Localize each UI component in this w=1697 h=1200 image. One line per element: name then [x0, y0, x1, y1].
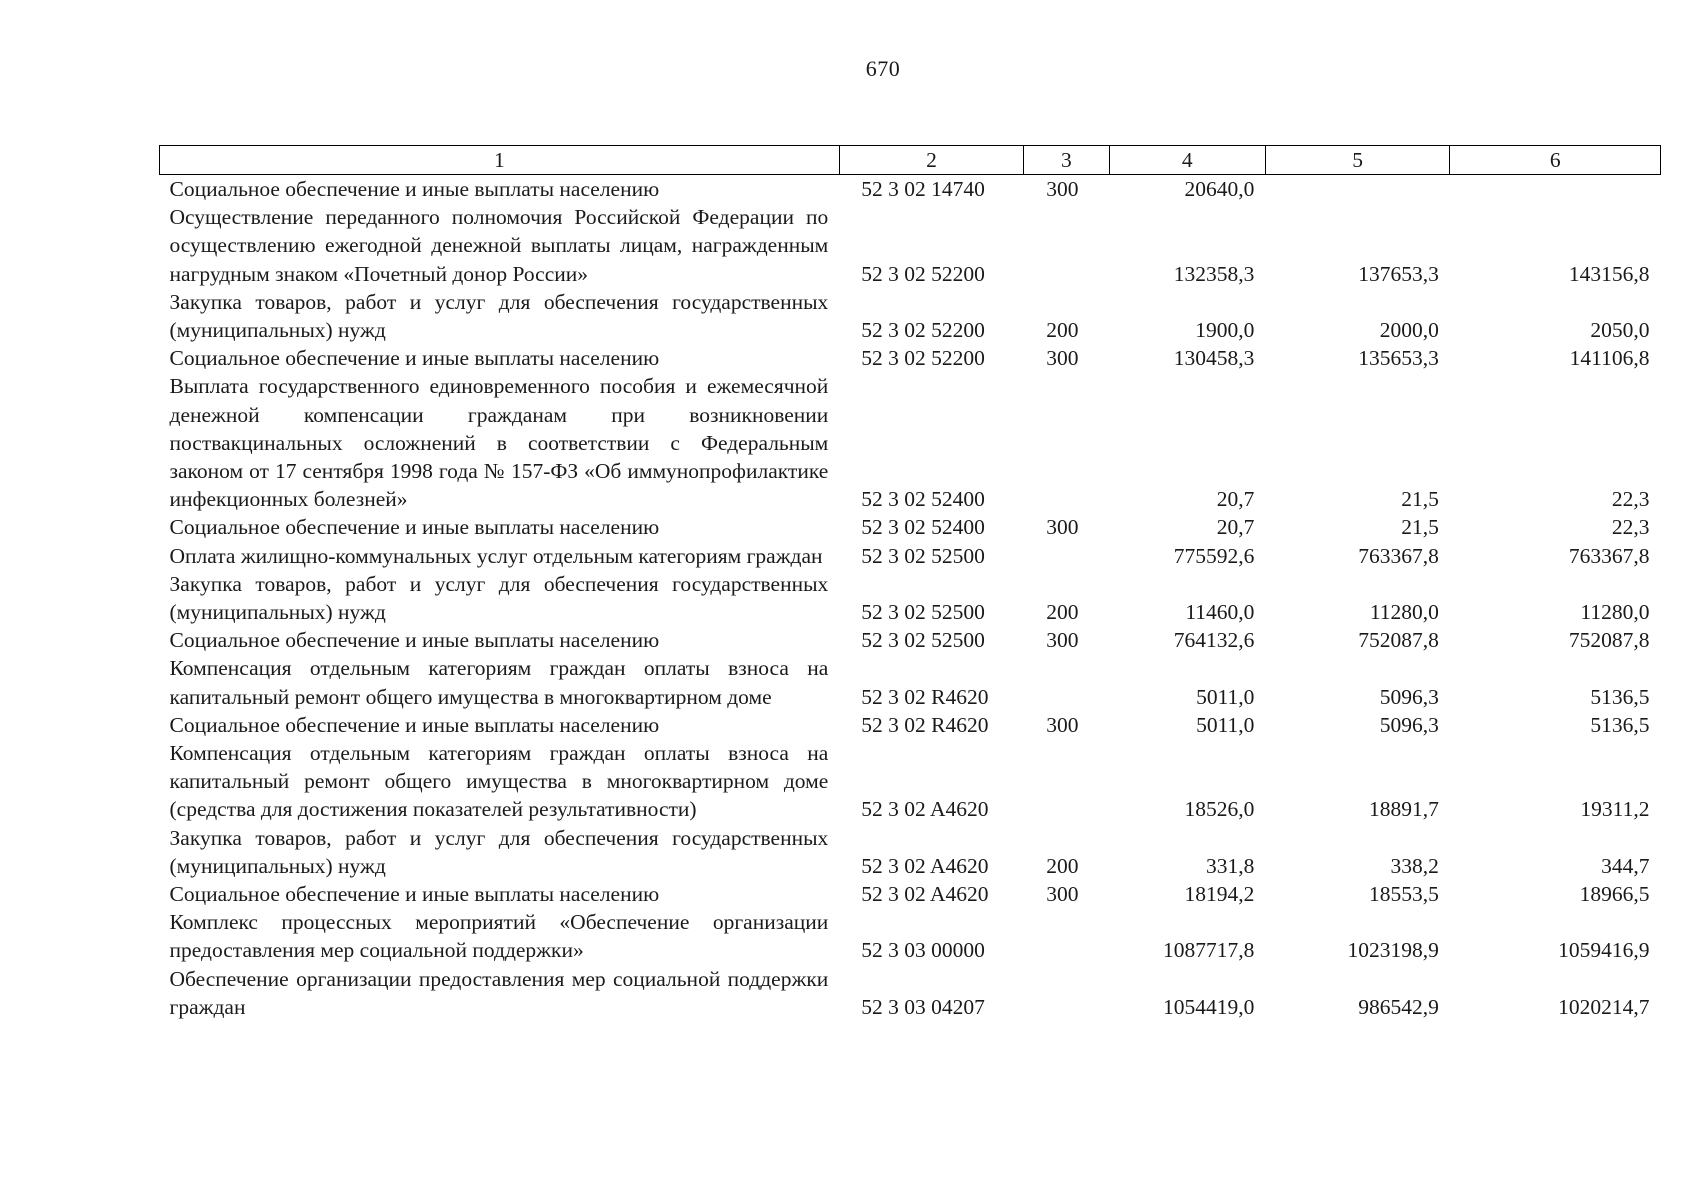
- row-amount-col6: 11280,0: [1580, 600, 1650, 625]
- row-expense-type: 300: [1046, 515, 1079, 540]
- row-amount-col4: 5011,0: [1196, 684, 1255, 709]
- table-row: [160, 570, 1661, 626]
- table-row: [160, 175, 1661, 204]
- row-name: Социальное обеспечение и иные выплаты населению: [169, 346, 660, 371]
- row-code: 52 3 02 R4620: [861, 712, 989, 737]
- table-row: [160, 344, 1661, 372]
- row-name: Обеспечение организации предоставления мер социальной поддержки граждан: [169, 966, 829, 1019]
- row-expense-type: [1024, 203, 1109, 288]
- row-expense-type: 200: [1046, 600, 1079, 625]
- row-amount-col4: 1900,0: [1195, 318, 1255, 343]
- table-row: [160, 965, 1661, 1021]
- row-name: Комплекс процессных мероприятий «Обеспечение организации предоставления мер социальной поддержки»: [169, 910, 829, 963]
- row-code: 52 3 02 R4620: [861, 684, 989, 709]
- row-amount-col4: 18526,0: [1184, 797, 1255, 822]
- row-amount-col5: 2000,0: [1379, 318, 1439, 343]
- budget-table: [159, 145, 1661, 1021]
- row-amount-col4: 764132,6: [1173, 628, 1255, 653]
- row-expense-type: [1024, 739, 1109, 824]
- table-row: [160, 626, 1661, 654]
- table-row: [160, 654, 1661, 710]
- row-amount-col5: 18891,7: [1369, 797, 1439, 822]
- row-amount-col6: 141106,8: [1569, 346, 1650, 371]
- row-name: Оплата жилищно-коммунальных услуг отдельным категориям граждан: [169, 543, 823, 568]
- row-amount-col4: 20640,0: [1184, 177, 1255, 201]
- column-header-5: 5: [1265, 146, 1449, 175]
- row-amount-col5: 11280,0: [1369, 600, 1439, 625]
- row-name: Социальное обеспечение и иные выплаты населению: [169, 628, 660, 653]
- row-amount-col6: [1450, 175, 1661, 204]
- row-amount-col5: 21,5: [1401, 515, 1439, 540]
- row-amount-col4: 1054419,0: [1163, 994, 1255, 1019]
- row-amount-col4: 20,7: [1216, 487, 1255, 512]
- row-expense-type: 200: [1046, 853, 1079, 878]
- row-expense-type: 300: [1046, 712, 1079, 737]
- row-expense-type: 300: [1046, 177, 1079, 201]
- row-code: 52 3 03 00000: [861, 938, 985, 963]
- row-amount-col5: 5096,3: [1379, 712, 1439, 737]
- table-row: [160, 908, 1661, 964]
- row-amount-col5: [1265, 175, 1449, 204]
- column-header-4: 4: [1109, 146, 1265, 175]
- row-code: 52 3 02 A4620: [861, 882, 989, 907]
- row-code: 52 3 02 52200: [861, 261, 985, 286]
- table-header-row: [160, 146, 1661, 175]
- page-number: 670: [865, 56, 901, 81]
- row-code: 52 3 03 04207: [861, 994, 985, 1019]
- row-code: 52 3 02 14740: [861, 177, 985, 201]
- table-row: [160, 203, 1661, 288]
- row-amount-col5: 5096,3: [1379, 684, 1439, 709]
- row-amount-col4: 20,7: [1216, 515, 1255, 540]
- row-amount-col5: 135653,3: [1358, 346, 1439, 371]
- row-amount-col5: 1023198,9: [1347, 938, 1439, 963]
- row-expense-type: [1024, 908, 1109, 964]
- row-amount-col4: 130458,3: [1173, 346, 1255, 371]
- row-amount-col4: 775592,6: [1173, 543, 1255, 568]
- table-row: [160, 824, 1661, 880]
- table-row: [160, 513, 1661, 541]
- row-expense-type: [1024, 965, 1109, 1021]
- row-code: 52 3 02 52500: [861, 543, 985, 568]
- row-expense-type: [1024, 654, 1109, 710]
- row-amount-col5: 137653,3: [1358, 261, 1439, 286]
- row-amount-col4: 18194,2: [1184, 882, 1255, 907]
- row-name: Социальное обеспечение и иные выплаты населению: [169, 712, 660, 737]
- row-expense-type: 200: [1046, 318, 1079, 343]
- row-expense-type: [1024, 372, 1109, 513]
- row-amount-col5: 18553,5: [1369, 882, 1439, 907]
- row-amount-col6: 752087,8: [1568, 628, 1650, 653]
- table-row: [160, 711, 1661, 739]
- row-expense-type: 300: [1046, 628, 1079, 653]
- table-row: [160, 880, 1661, 908]
- row-name: Социальное обеспечение и иные выплаты населению: [169, 882, 660, 907]
- row-code: 52 3 02 52400: [861, 515, 985, 540]
- row-amount-col5: 763367,8: [1358, 543, 1439, 568]
- column-header-6: 6: [1450, 146, 1661, 175]
- row-amount-col6: 763367,8: [1568, 543, 1650, 568]
- column-header-3: 3: [1024, 146, 1109, 175]
- row-amount-col6: 1059416,9: [1558, 938, 1650, 963]
- row-name: Осуществление переданного полномочия Российской Федерации по осуществлению ежегодной денежной выплаты лицам, награжденным нагрудным знаком «Почетный донор России»: [169, 205, 829, 286]
- row-name: Социальное обеспечение и иные выплаты населению: [169, 177, 660, 201]
- row-amount-col5: 986542,9: [1358, 994, 1439, 1019]
- row-code: 52 3 02 A4620: [861, 797, 989, 822]
- row-amount-col6: 22,3: [1611, 515, 1650, 540]
- row-name: Социальное обеспечение и иные выплаты населению: [169, 515, 660, 540]
- row-expense-type: 300: [1046, 346, 1079, 371]
- row-expense-type: 300: [1046, 882, 1079, 907]
- row-amount-col6: 22,3: [1611, 487, 1650, 512]
- table-row: [160, 739, 1661, 824]
- row-name: Закупка товаров, работ и услуг для обеспечения государственных (муниципальных) нужд: [169, 289, 829, 343]
- column-header-2: 2: [839, 146, 1023, 175]
- row-amount-col5: 338,2: [1390, 853, 1439, 878]
- row-amount-col5: 21,5: [1401, 487, 1439, 512]
- row-amount-col4: 132358,3: [1173, 261, 1255, 286]
- row-code: 52 3 02 A4620: [861, 853, 989, 878]
- row-amount-col6: 18966,5: [1579, 882, 1650, 907]
- row-amount-col6: 143156,8: [1568, 261, 1650, 286]
- table-row: [160, 288, 1661, 344]
- row-amount-col5: 752087,8: [1358, 628, 1439, 653]
- row-amount-col4: 11460,0: [1185, 600, 1255, 625]
- row-amount-col6: 344,7: [1601, 853, 1650, 878]
- row-amount-col6: 2050,0: [1590, 318, 1650, 343]
- row-amount-col4: 331,8: [1206, 853, 1255, 878]
- row-name: Компенсация отдельным категориям граждан оплаты взноса на капитальный ремонт общего имущества в многоквартирном доме (средства для достижения показателей результативности): [169, 741, 829, 822]
- row-name: Закупка товаров, работ и услуг для обеспечения государственных (муниципальных) нужд: [169, 571, 829, 625]
- row-name: Компенсация отдельным категориям граждан оплаты взноса на капитальный ремонт общего имущества в многоквартирном доме: [169, 656, 829, 709]
- table-row: [160, 372, 1661, 513]
- row-code: 52 3 02 52200: [861, 318, 985, 343]
- row-code: 52 3 02 52500: [861, 600, 985, 625]
- row-amount-col4: 5011,0: [1196, 712, 1255, 737]
- row-amount-col4: 1087717,8: [1163, 938, 1255, 963]
- row-name: Закупка товаров, работ и услуг для обеспечения государственных (муниципальных) нужд: [169, 825, 829, 878]
- row-code: 52 3 02 52400: [861, 487, 985, 512]
- row-name: Выплата государственного единовременного пособия и ежемесячной денежной компенсации гражданам при возникновении поствакцинальных осложнений в соответствии с Федеральным законом от 17 сентября 1998 года № 157-ФЗ «Об иммунопрофилактике инфекционных болезней»: [169, 374, 829, 512]
- row-code: 52 3 02 52500: [861, 628, 985, 653]
- table-row: [160, 542, 1661, 570]
- column-header-1: 1: [160, 146, 840, 175]
- row-amount-col6: 1020214,7: [1558, 994, 1650, 1019]
- row-amount-col6: 5136,5: [1590, 684, 1650, 709]
- row-amount-col6: 19311,2: [1580, 797, 1650, 822]
- row-expense-type: [1024, 542, 1109, 570]
- row-amount-col6: 5136,5: [1590, 712, 1650, 737]
- row-code: 52 3 02 52200: [861, 346, 985, 371]
